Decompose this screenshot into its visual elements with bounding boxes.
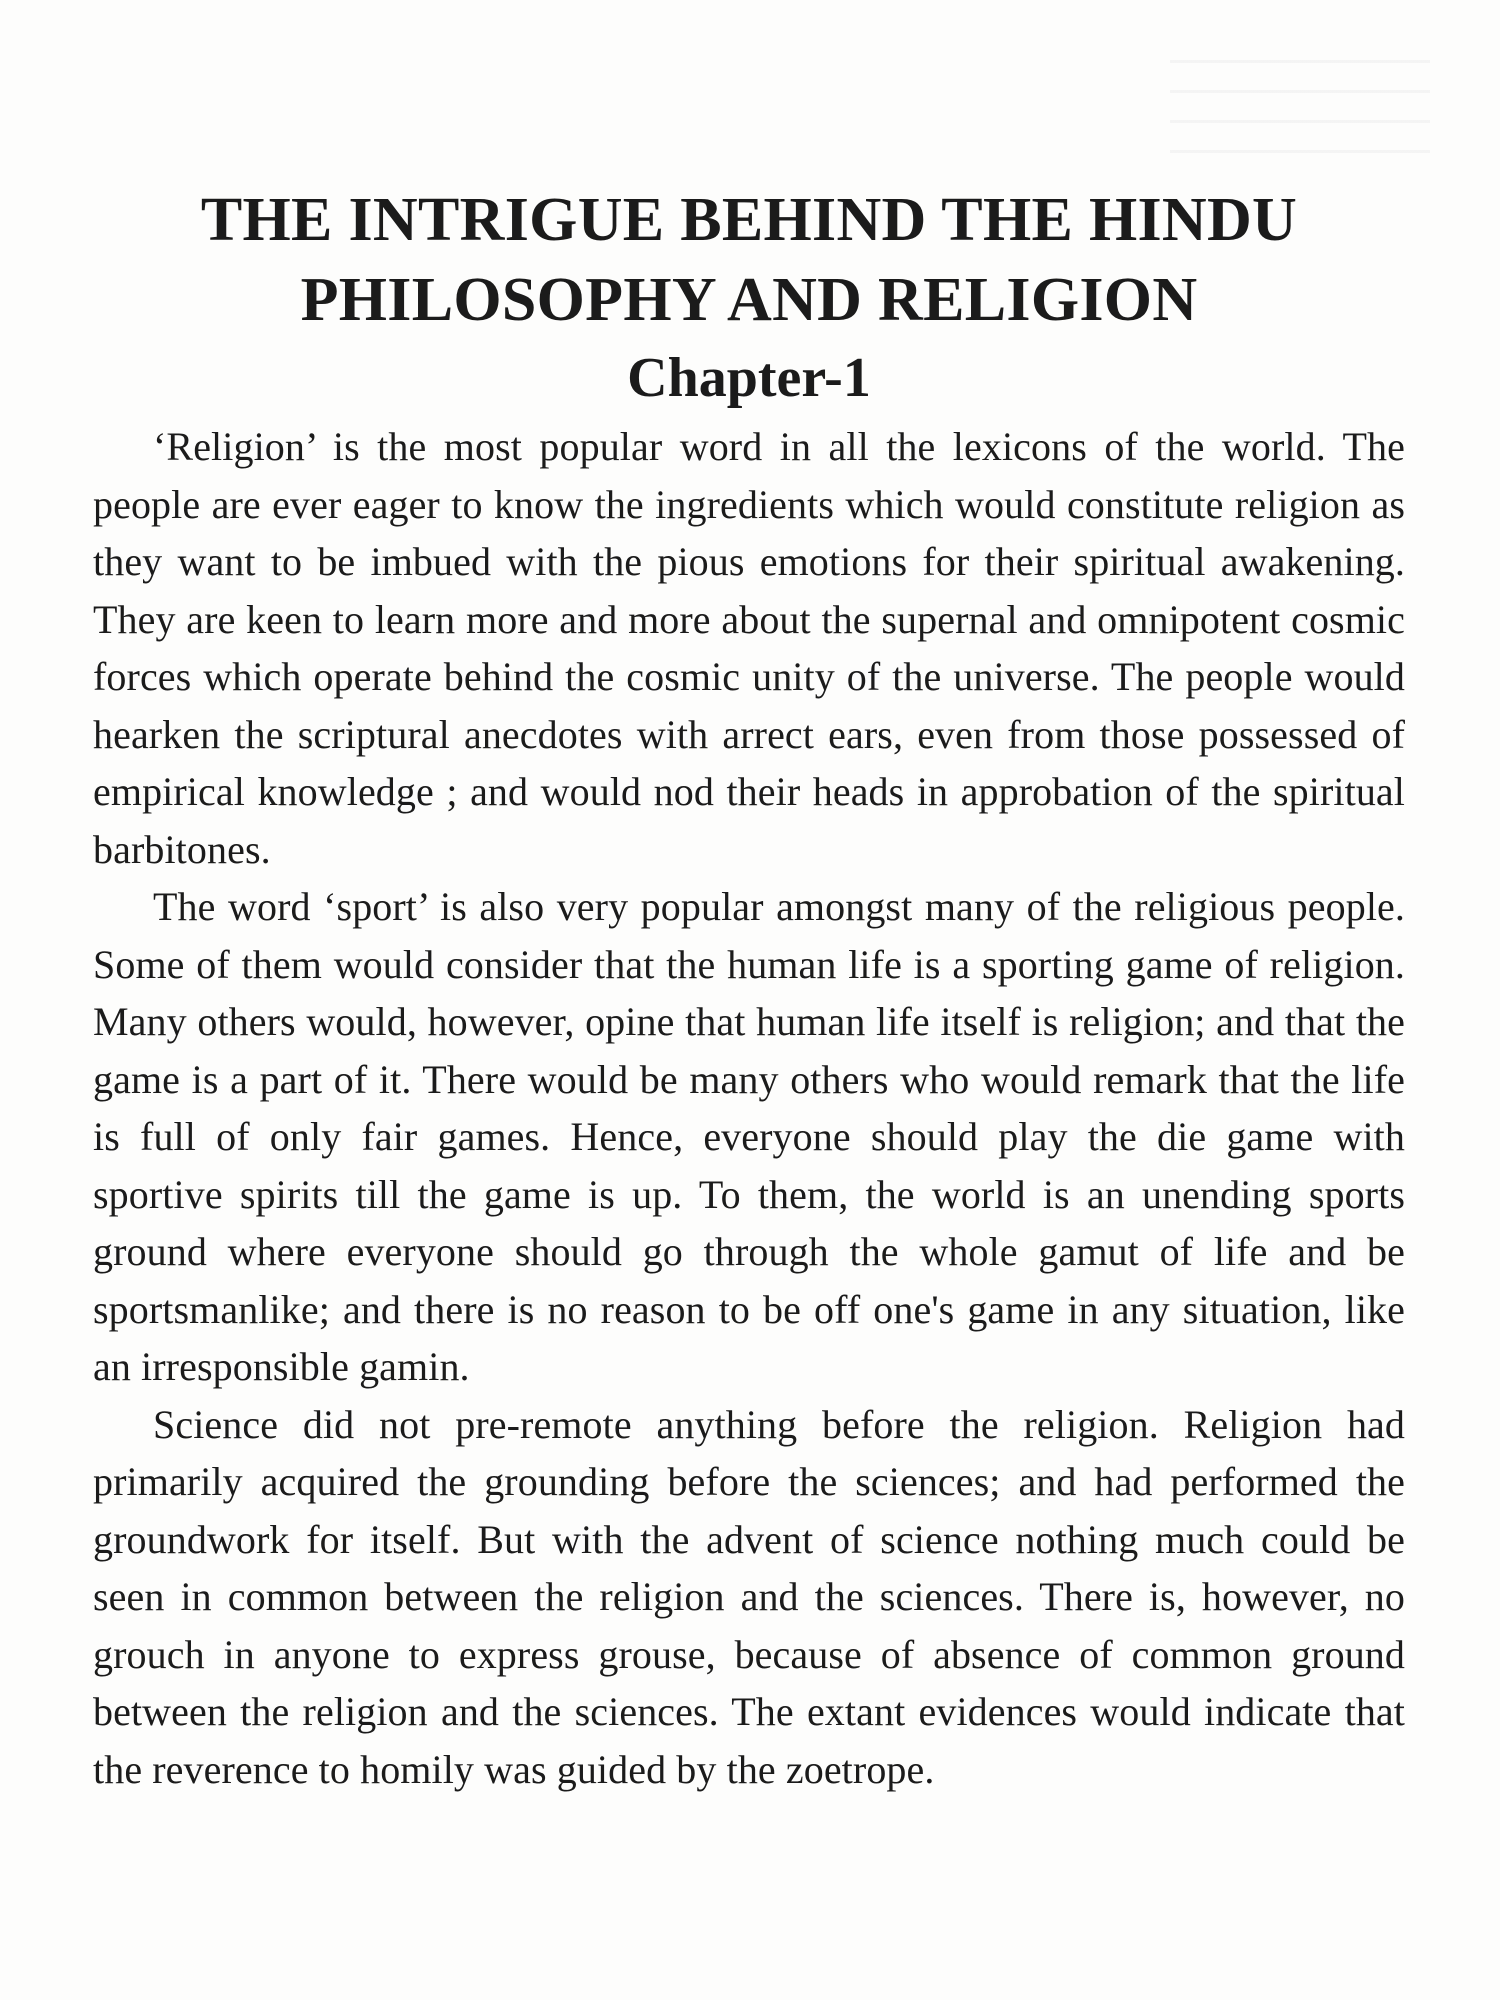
chapter-heading: Chapter-1 [627, 347, 871, 409]
paragraph-1: ‘Religion’ is the most popular word in all the lexicons of the world. The people are ever eager to know the ingredients which would constitute religion as they want to be imbued with the pious emotions for their spiritual awakening. They are keen to learn more and more about the supernal and omnipotent cosmic forces which operate behind the cosmic unity of the universe. The people would hearken the scriptural anecdotes with arrect ears, even from those possessed of empirical knowledge ; and would nod their heads in approbation of the spiritual barbitones. [93, 424, 1405, 872]
chapter-title [93, 180, 1405, 340]
show-through-text [1170, 60, 1430, 180]
title-line-1: THE INTRIGUE BEHIND THE HINDU [200, 186, 1298, 254]
paragraph-2: The word ‘sport’ is also very popular amongst many of the religious people. Some of them would consider that the human life is a sporting game of religion. Many others would, however, opine that human life itself is religion; and that the game is a part of it. There would be many others who would remark that the life is full of only fair games. Hence, everyone should play the die game with sportive spirits till the game is up. To them, the world is an unending sports ground where everyone should go through the whole gamut of life and be sportsmanlike; and there is no reason to be off one's game in any situation, like an irresponsible gamin. [93, 884, 1405, 1389]
page-content [93, 180, 1405, 1798]
title-line-2: PHILOSOPHY AND RELIGION [300, 266, 1198, 334]
paragraph-3: Science did not pre-remote anything before the religion. Religion had primarily acquired the grounding before the sciences; and had performed the groundwork for itself. But with the advent of science nothing much could be seen in common between the religion and the sciences. There is, however, no grouch in anyone to express grouse, because of absence of common ground between the religion and the sciences. The extant evidences would indicate that the reverence to homily was guided by the zoetrope. [93, 1401, 1405, 1792]
